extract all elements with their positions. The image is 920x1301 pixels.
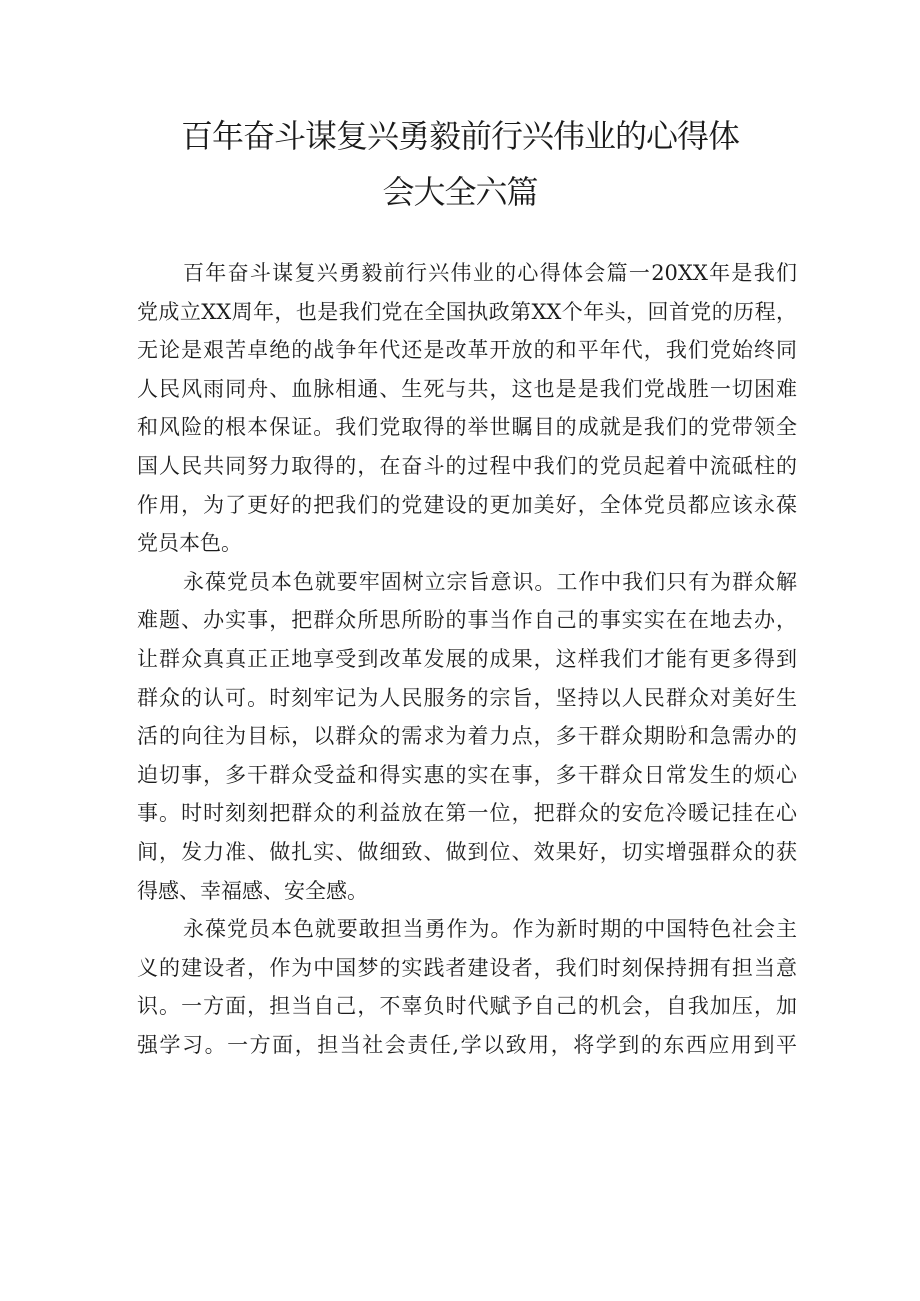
text-line: 识。一方面，担当自己，不辜负时代赋予自己的机会，自我加压，加 (137, 994, 797, 1019)
text-line: 党员本色。 (137, 531, 242, 556)
text-line: 和风险的根本保证。我们党取得的举世瞩目的成就是我们的党带领全 (137, 415, 797, 440)
title-line: 百年奋斗谋复兴勇毅前行兴伟业的心得体 (180, 117, 739, 155)
text-line: 得感、幸福感、安全感。 (137, 878, 368, 903)
text-line: 党成立XX周年，也是我们党在全国执政第XX个年头，回首党的历程， (137, 299, 797, 324)
text-line: 活的向往为目标，以群众的需求为着力点，多干群众期盼和急需办的 (137, 724, 797, 749)
document-title (120, 108, 800, 220)
title-line: 会大全六篇 (382, 173, 538, 211)
text-line: 国人民共同努力取得的，在奋斗的过程中我们的党员起着中流砥柱的 (137, 453, 797, 478)
paragraph (137, 563, 797, 910)
text-line: 义的建设者，作为中国梦的实践者建设者，我们时刻保持拥有担当意 (137, 955, 797, 980)
text-line: 难题、办实事，把群众所思所盼的事当作自己的事实实在在地去办， (137, 608, 797, 633)
paragraph (137, 910, 797, 1064)
text-line: 让群众真真正正地享受到改革发展的成果，这样我们才能有更多得到 (137, 646, 797, 671)
paragraph (137, 254, 797, 563)
text-line: 永葆党员本色就要敢担当勇作为。作为新时期的中国特色社会主 (183, 917, 797, 942)
text-line: 人民风雨同舟、血脉相通、生死与共，这也是是我们党战胜一切困难 (137, 376, 797, 401)
text-line: 群众的认可。时刻牢记为人民服务的宗旨，坚持以人民群众对美好生 (137, 685, 797, 710)
text-line: 间，发力准、做扎实、做细致、做到位、效果好，切实增强群众的获 (137, 839, 797, 864)
text-line: 强学习。一方面，担当社会责任,学以致用，将学到的东西应用到平 (137, 1032, 797, 1057)
text-line: 作用，为了更好的把我们的党建设的更加美好，全体党员都应该永葆 (137, 492, 797, 517)
text-line: 百年奋斗谋复兴勇毅前行兴伟业的心得体会篇一20XX年是我们 (183, 261, 797, 285)
text-line: 永葆党员本色就要牢固树立宗旨意识。工作中我们只有为群众解 (183, 569, 797, 594)
text-line: 无论是艰苦卓绝的战争年代还是改革开放的和平年代，我们党始终同 (137, 338, 797, 363)
text-line: 事。时时刻刻把群众的利益放在第一位，把群众的安危冷暖记挂在心 (137, 801, 797, 826)
document-body (137, 254, 797, 1064)
text-line: 迫切事，多干群众受益和得实惠的实在事，多干群众日常发生的烦心 (137, 762, 797, 787)
